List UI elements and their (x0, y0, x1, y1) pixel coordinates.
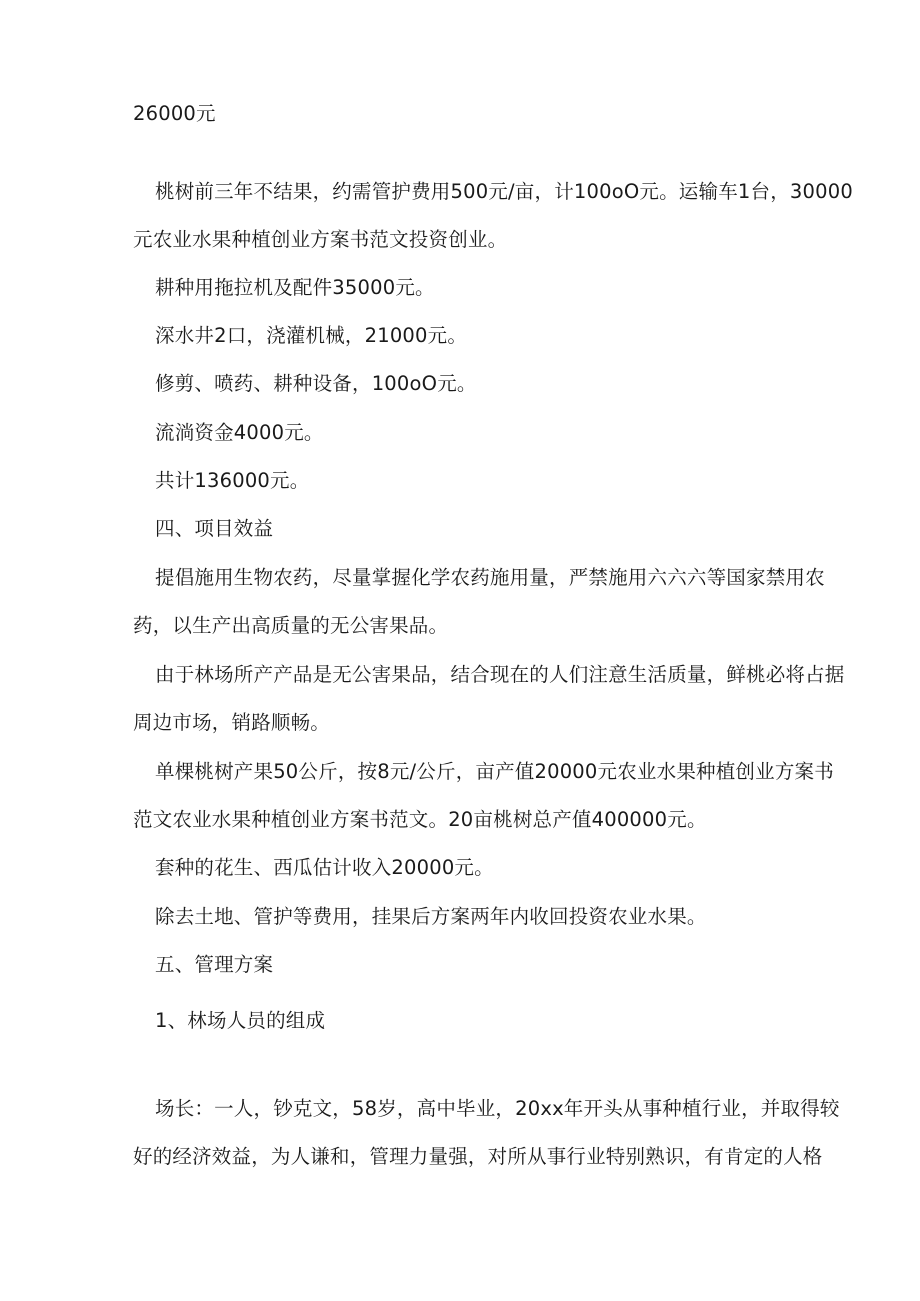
paragraph-total: 共计136000元。 (155, 469, 310, 492)
paragraph-well: 深水井2口，浇灌机械，21000元。 (155, 324, 468, 347)
subheading-staff: 1、林场人员的组成 (155, 1009, 326, 1032)
section-heading-benefits: 四、项目效益 (155, 517, 274, 540)
text-line-amount: 26000元 (133, 102, 216, 125)
section-heading-management: 五、管理方案 (155, 953, 274, 976)
paragraph-working-capital: 流淌资金4000元。 (155, 421, 324, 444)
paragraph-tractor: 耕种用拖拉机及配件35000元。 (155, 276, 435, 299)
paragraph-peach-cost-line-2: 元农业水果种植创业方案书范文投资创业。 (133, 228, 508, 251)
paragraph-market-line-1: 由于林场所产产品是无公害果品，结合现在的人们注意生活质量，鲜桃必将占据 (155, 663, 845, 686)
paragraph-peach-cost-line-1: 桃树前三年不结果，约需管护费用500元/亩，计100oO元。运输车1台，30000 (155, 180, 853, 203)
paragraph-yield-line-1: 单棵桃树产果50公斤，按8元/公斤，亩产值20000元农业水果种植创业方案书 (155, 760, 834, 783)
paragraph-equipment: 修剪、喷药、耕种设备，100oO元。 (155, 372, 477, 395)
paragraph-market-line-2: 周边市场，销路顺畅。 (133, 711, 331, 734)
paragraph-pesticide-line-1: 提倡施用生物农药，尽量掌握化学农药施用量，严禁施用六六六等国家禁用农 (155, 566, 825, 589)
paragraph-payback: 除去土地、管护等费用，挂果后方案两年内收回投资农业水果。 (155, 905, 707, 928)
paragraph-director-line-1: 场长：一人，钞克文，58岁，高中毕业，20xx年开头从事种植行业，并取得较 (155, 1097, 840, 1120)
paragraph-director-line-2: 好的经济效益，为人谦和，管理力量强，对所从事行业特别熟识，有肯定的人格 (133, 1145, 823, 1168)
paragraph-intercrop: 套种的花生、西瓜估计收入20000元。 (155, 856, 494, 879)
paragraph-pesticide-line-2: 药，以生产出高质量的无公害果品。 (133, 614, 449, 637)
paragraph-yield-line-2: 范文农业水果种植创业方案书范文。20亩桃树总产值400000元。 (133, 808, 707, 831)
